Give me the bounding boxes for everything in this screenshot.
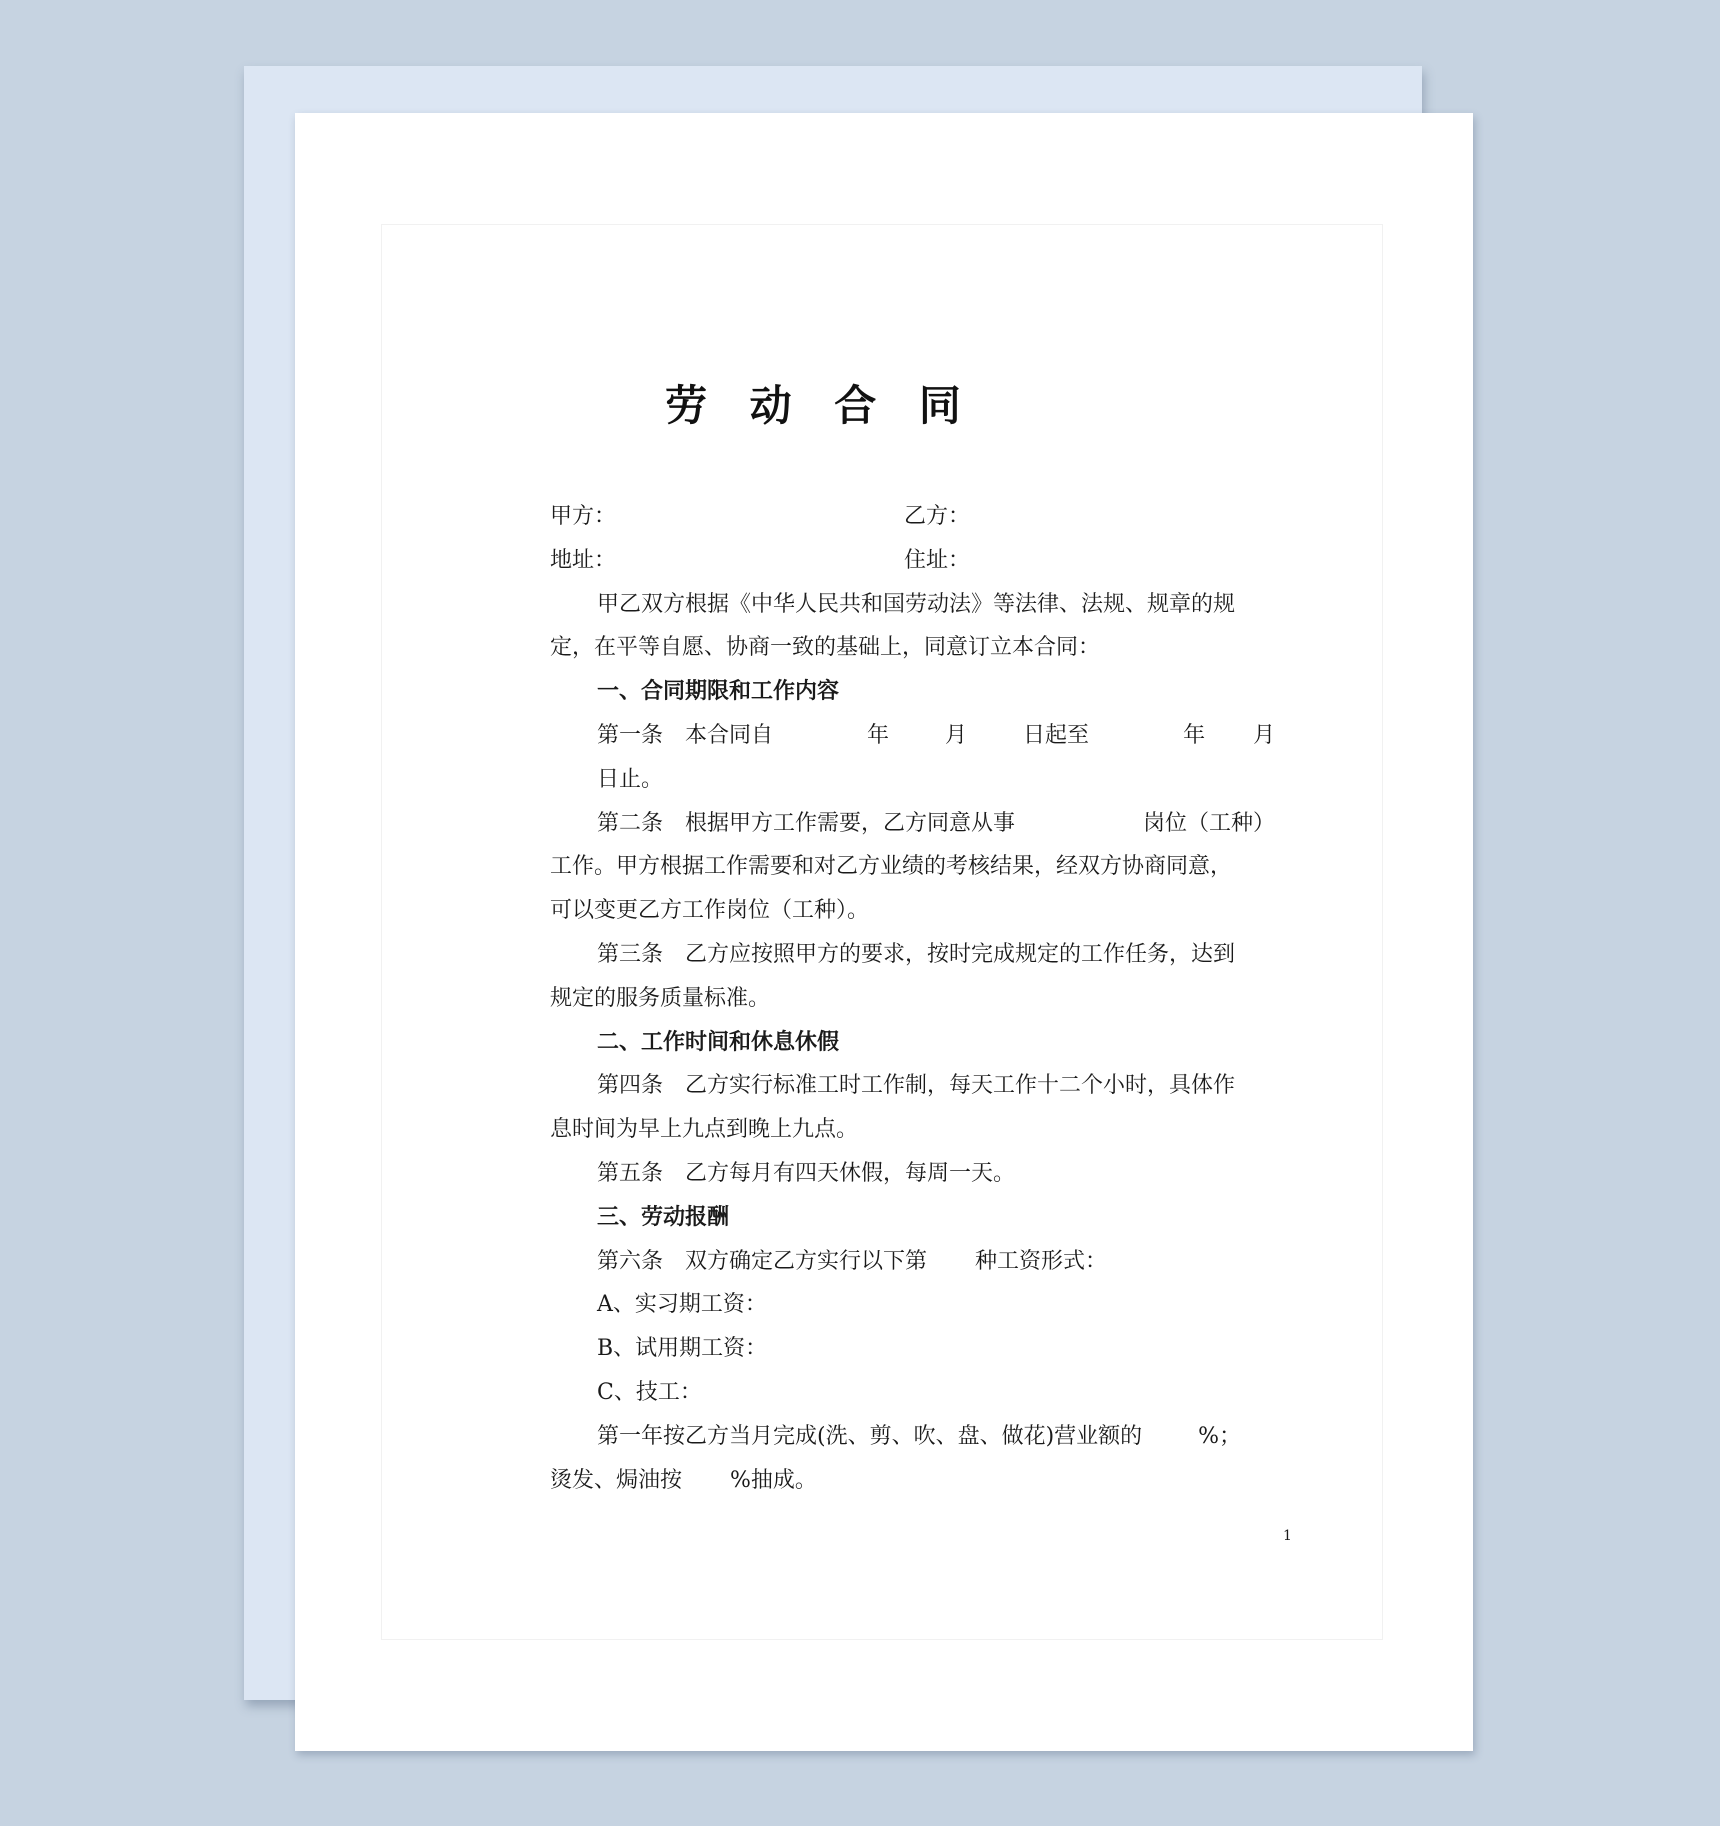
contract-page <box>295 113 1473 1751</box>
article-6-text-a: 第六条 双方确定乙方实行以下第 <box>597 1248 928 1274</box>
document-title: 劳 动 合 同 <box>665 381 975 430</box>
article-1-month-2: 月 <box>1253 722 1276 748</box>
party-b-label: 乙方： <box>904 504 971 529</box>
page-number: 1 <box>1283 1528 1292 1544</box>
wage-item-c-line-2 <box>550 1459 1290 1503</box>
article-3-line-1: 第三条 乙方应按照甲方的要求，按时完成规定的工作任务，达到 <box>597 941 1236 967</box>
article-5-line: 第五条 乙方每月有四天休假，每周一天。 <box>597 1160 1016 1186</box>
article-4-line-2: 息时间为早上九点到晚上九点。 <box>550 1117 859 1143</box>
wage-item-c2-text-a: 烫发、焗油按 <box>550 1467 683 1493</box>
wage-item-c2-text-b: %抽成。 <box>730 1467 817 1493</box>
section-heading-3: 三、劳动报酬 <box>597 1203 730 1230</box>
article-6-line <box>550 1240 1290 1284</box>
wage-item-c-line-1 <box>550 1415 1290 1459</box>
address-b-label: 住址： <box>904 547 971 573</box>
party-line <box>550 495 1290 539</box>
article-1-line-2: 日止。 <box>597 766 664 792</box>
article-1-year-2: 年 <box>1183 722 1206 748</box>
article-2-line-3: 可以变更乙方工作岗位（工种）。 <box>550 898 870 924</box>
article-4-line-1: 第四条 乙方实行标准工时工作制，每天工作十二个小时，具体作 <box>597 1073 1236 1099</box>
article-1-month-1: 月 <box>945 722 968 748</box>
wage-item-c-text-a: 第一年按乙方当月完成(洗、剪、吹、盘、做花)营业额的 <box>597 1423 1143 1449</box>
article-6-text-b: 种工资形式： <box>975 1248 1108 1274</box>
section-heading-2: 二、工作时间和休息休假 <box>597 1028 840 1055</box>
article-2-line-2: 工作。甲方根据工作需要和对乙方业绩的考核结果，经双方协商同意， <box>550 854 1233 880</box>
article-2-text-b: 岗位（工种） <box>1143 810 1276 836</box>
article-1-year-1: 年 <box>867 722 890 748</box>
party-a-label: 甲方： <box>550 504 617 529</box>
wage-item-b: B、试用期工资： <box>597 1336 768 1362</box>
wage-item-c-text-b: %； <box>1198 1423 1242 1449</box>
address-line <box>550 539 1290 583</box>
wage-item-c: C、技工： <box>597 1379 702 1405</box>
intro-paragraph-line-2: 定，在平等自愿、协商一致的基础上，同意订立本合同： <box>550 635 1101 661</box>
article-1-line-1 <box>550 714 1290 758</box>
section-heading-1: 一、合同期限和工作内容 <box>597 678 840 705</box>
wage-item-a: A、实习期工资： <box>597 1292 767 1318</box>
article-2-text-a: 第二条 根据甲方工作需要，乙方同意从事 <box>597 810 1016 836</box>
intro-paragraph-line-1: 甲乙双方根据《中华人民共和国劳动法》等法律、法规、规章的规 <box>597 591 1236 617</box>
article-2-line-1 <box>550 802 1290 846</box>
document-body <box>550 495 1290 1502</box>
article-3-line-2: 规定的服务质量标准。 <box>550 985 771 1011</box>
article-1-text-d: 日起至 <box>1023 722 1090 748</box>
address-a-label: 地址： <box>550 547 617 573</box>
article-1-text-a: 第一条 本合同自 <box>597 722 774 748</box>
